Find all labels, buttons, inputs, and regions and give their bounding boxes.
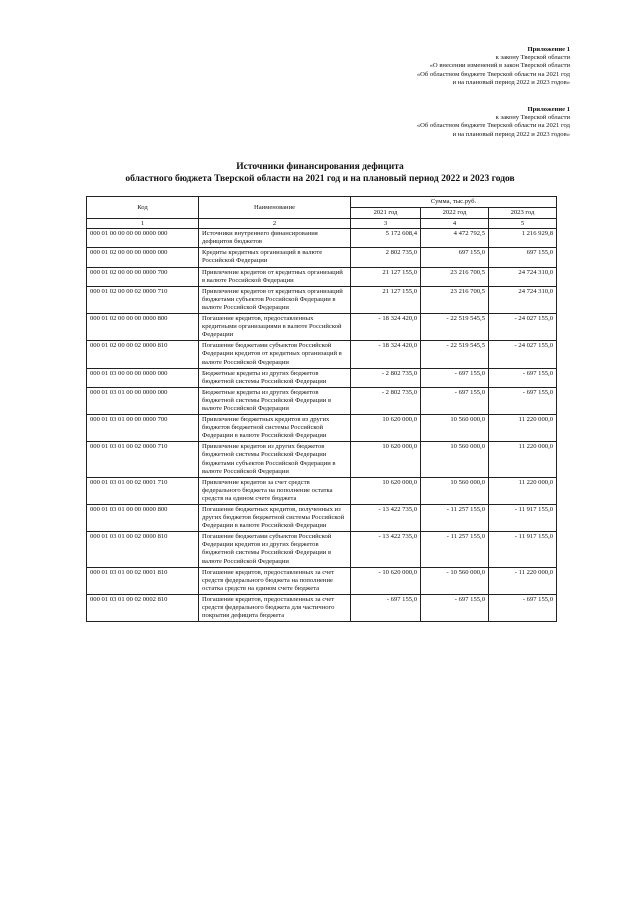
column-number: 1 — [87, 219, 199, 229]
row-name-cell: Привлечение кредитов из других бюджетов бюджетной системы Российской Федерации бюджетами субъектов Российской Федерации в валюте Российской Федерации — [199, 442, 351, 477]
financing-sources-table — [86, 196, 557, 622]
table-row — [87, 477, 557, 504]
appendix-title: Приложение 1 — [527, 106, 570, 113]
title-line-2: областного бюджета Тверской области на 2021 год и на плановый период 2022 и 2023 годов — [125, 174, 515, 184]
row-value-2021-cell: 10 620 000,0 — [351, 442, 421, 477]
row-value-2021-cell: - 13 422 735,0 — [351, 505, 421, 532]
row-code-cell: 000 01 02 00 00 02 0000 810 — [87, 341, 199, 368]
row-value-2023-cell: - 697 155,0 — [489, 368, 557, 387]
year-2023-header: 2023 год — [489, 208, 557, 219]
table-row — [87, 415, 557, 442]
row-code-cell: 000 01 03 01 00 00 0000 800 — [87, 505, 199, 532]
row-value-2021-cell: 10 620 000,0 — [351, 415, 421, 442]
appendix-line: к закону Тверской области — [495, 54, 570, 62]
row-code-cell: 000 01 02 00 00 02 0000 710 — [87, 286, 199, 313]
row-value-2023-cell: - 24 027 155,0 — [489, 314, 557, 341]
row-value-2023-cell: 697 155,0 — [489, 248, 557, 267]
row-value-2022-cell: - 10 560 000,0 — [421, 567, 489, 594]
table-row — [87, 505, 557, 532]
row-value-2023-cell: 11 220 000,0 — [489, 415, 557, 442]
table-row — [87, 368, 557, 387]
row-code-cell: 000 01 03 01 00 02 0001 810 — [87, 567, 199, 594]
table-row — [87, 267, 557, 286]
row-value-2021-cell: - 10 620 000,0 — [351, 567, 421, 594]
row-value-2023-cell: - 697 155,0 — [489, 387, 557, 414]
row-name-cell: Привлечение бюджетных кредитов из других бюджетов бюджетной системы Российской Федерации в валюте Российской Федерации — [199, 415, 351, 442]
row-code-cell: 000 01 02 00 00 00 0000 800 — [87, 314, 199, 341]
row-value-2022-cell: - 11 257 155,0 — [421, 505, 489, 532]
appendix-line: «Об областном бюджете Тверской области на 2021 год — [416, 122, 570, 130]
code-column-header: Код — [87, 197, 199, 219]
table-row — [87, 286, 557, 313]
row-value-2021-cell: 5 172 608,4 — [351, 229, 421, 248]
row-value-2022-cell: - 11 257 155,0 — [421, 532, 489, 567]
row-code-cell: 000 01 00 00 00 00 0000 000 — [87, 229, 199, 248]
title-line-1: Источники финансирования дефицита — [236, 162, 404, 172]
row-value-2021-cell: 10 620 000,0 — [351, 477, 421, 504]
row-code-cell: 000 01 03 00 00 00 0000 000 — [87, 368, 199, 387]
appendix-line: к закону Тверской области — [495, 114, 570, 122]
appendix-title: Приложение 1 — [527, 46, 570, 53]
appendix-note-2 — [417, 106, 570, 139]
row-code-cell: 000 01 03 01 00 02 0000 710 — [87, 442, 199, 477]
row-value-2023-cell: 1 216 929,8 — [489, 229, 557, 248]
row-name-cell: Бюджетные кредиты из других бюджетов бюджетной системы Российской Федерации в валюте Российской Федерации — [199, 387, 351, 414]
document-title — [0, 161, 640, 185]
table-row — [87, 567, 557, 594]
row-name-cell: Привлечение кредитов от кредитных организаций в валюте Российской Федерации — [199, 267, 351, 286]
row-code-cell: 000 01 03 01 00 02 0000 810 — [87, 532, 199, 567]
table-row — [87, 248, 557, 267]
row-name-cell: Источники внутреннего финансирования дефицитов бюджетов — [199, 229, 351, 248]
row-name-cell: Погашение бюджетных кредитов, полученных из других бюджетов бюджетной системы Российской Федерации в валюте Российской Федерации — [199, 505, 351, 532]
appendix-line: и на плановый период 2022 и 2023 годов» — [452, 130, 570, 138]
row-value-2022-cell: - 697 155,0 — [421, 368, 489, 387]
row-value-2022-cell: - 697 155,0 — [421, 387, 489, 414]
row-code-cell: 000 01 02 00 00 00 0000 700 — [87, 267, 199, 286]
name-column-header: Наименование — [199, 197, 351, 219]
row-value-2023-cell: - 11 917 155,0 — [489, 505, 557, 532]
row-value-2022-cell: - 22 519 545,5 — [421, 314, 489, 341]
row-value-2022-cell: 697 155,0 — [421, 248, 489, 267]
row-value-2022-cell: 23 216 700,5 — [421, 267, 489, 286]
row-value-2023-cell: - 11 917 155,0 — [489, 532, 557, 567]
row-value-2022-cell: - 697 155,0 — [421, 594, 489, 621]
table-row — [87, 341, 557, 368]
row-value-2023-cell: 11 220 000,0 — [489, 477, 557, 504]
row-code-cell: 000 01 02 00 00 00 0000 000 — [87, 248, 199, 267]
row-code-cell: 000 01 03 01 00 00 0000 000 — [87, 387, 199, 414]
row-name-cell: Привлечение кредитов за счет средств федерального бюджета на пополнение остатка средств на едином счете бюджета — [199, 477, 351, 504]
row-name-cell: Погашение бюджетами субъектов Российской Федерации кредитов из других бюджетов бюджетной системы Российской Федерации в валюте Российской Федерации — [199, 532, 351, 567]
appendix-note-1 — [417, 46, 570, 87]
row-name-cell: Привлечение кредитов от кредитных организаций бюджетами субъектов Российской Федерации в валюте Российской Федерации — [199, 286, 351, 313]
row-value-2022-cell: 23 216 700,5 — [421, 286, 489, 313]
table-row — [87, 594, 557, 621]
row-code-cell: 000 01 03 01 00 02 0002 810 — [87, 594, 199, 621]
row-name-cell: Кредиты кредитных организаций в валюте Российской Федерации — [199, 248, 351, 267]
row-value-2021-cell: - 2 802 735,0 — [351, 368, 421, 387]
row-value-2021-cell: - 13 422 735,0 — [351, 532, 421, 567]
row-value-2022-cell: 10 560 000,0 — [421, 415, 489, 442]
row-value-2023-cell: - 24 027 155,0 — [489, 341, 557, 368]
row-code-cell: 000 01 03 01 00 00 0000 700 — [87, 415, 199, 442]
row-value-2022-cell: - 22 519 545,5 — [421, 341, 489, 368]
row-value-2021-cell: - 2 802 735,0 — [351, 387, 421, 414]
row-name-cell: Погашение кредитов, предоставленных за счет средств федерального бюджета для частичного покрытия дефицита бюджета — [199, 594, 351, 621]
row-value-2021-cell: 21 127 155,0 — [351, 267, 421, 286]
row-value-2021-cell: 21 127 155,0 — [351, 286, 421, 313]
table-row — [87, 442, 557, 477]
column-number-row — [87, 219, 557, 229]
row-value-2021-cell: - 18 324 420,0 — [351, 341, 421, 368]
row-name-cell: Погашение кредитов, предоставленных за счет средств федерального бюджета на пополнение остатка средств на едином счете бюджета — [199, 567, 351, 594]
row-name-cell: Погашение бюджетами субъектов Российской Федерации кредитов от кредитных организаций в валюте Российской Федерации — [199, 341, 351, 368]
row-name-cell: Погашение кредитов, предоставленных кредитными организациями в валюте Российской Федерации — [199, 314, 351, 341]
table-row — [87, 387, 557, 414]
appendix-line: и на плановый период 2022 и 2023 годов» — [452, 78, 570, 86]
table-row — [87, 532, 557, 567]
column-number: 5 — [489, 219, 557, 229]
row-value-2021-cell: - 18 324 420,0 — [351, 314, 421, 341]
table-body — [87, 229, 557, 622]
appendix-line: «О внесении изменений в закон Тверской области — [429, 62, 570, 70]
row-value-2021-cell: - 697 155,0 — [351, 594, 421, 621]
year-2022-header: 2022 год — [421, 208, 489, 219]
row-value-2023-cell: - 11 220 000,0 — [489, 567, 557, 594]
row-value-2023-cell: - 697 155,0 — [489, 594, 557, 621]
appendix-line: «Об областном бюджете Тверской области на 2021 год — [416, 70, 570, 78]
row-value-2023-cell: 24 724 310,0 — [489, 267, 557, 286]
row-name-cell: Бюджетные кредиты из других бюджетов бюджетной системы Российской Федерации — [199, 368, 351, 387]
sum-column-header: Сумма, тыс.руб. — [351, 197, 557, 208]
column-number: 3 — [351, 219, 421, 229]
row-value-2023-cell: 11 220 000,0 — [489, 442, 557, 477]
table-row — [87, 229, 557, 248]
row-value-2022-cell: 10 560 000,0 — [421, 477, 489, 504]
row-value-2021-cell: 2 802 735,0 — [351, 248, 421, 267]
year-2021-header: 2021 год — [351, 208, 421, 219]
row-value-2022-cell: 4 472 792,5 — [421, 229, 489, 248]
row-value-2022-cell: 10 560 000,0 — [421, 442, 489, 477]
row-code-cell: 000 01 03 01 00 02 0001 710 — [87, 477, 199, 504]
table-row — [87, 314, 557, 341]
column-number: 4 — [421, 219, 489, 229]
row-value-2023-cell: 24 724 310,0 — [489, 286, 557, 313]
column-number: 2 — [199, 219, 351, 229]
table-header-row — [87, 197, 557, 208]
